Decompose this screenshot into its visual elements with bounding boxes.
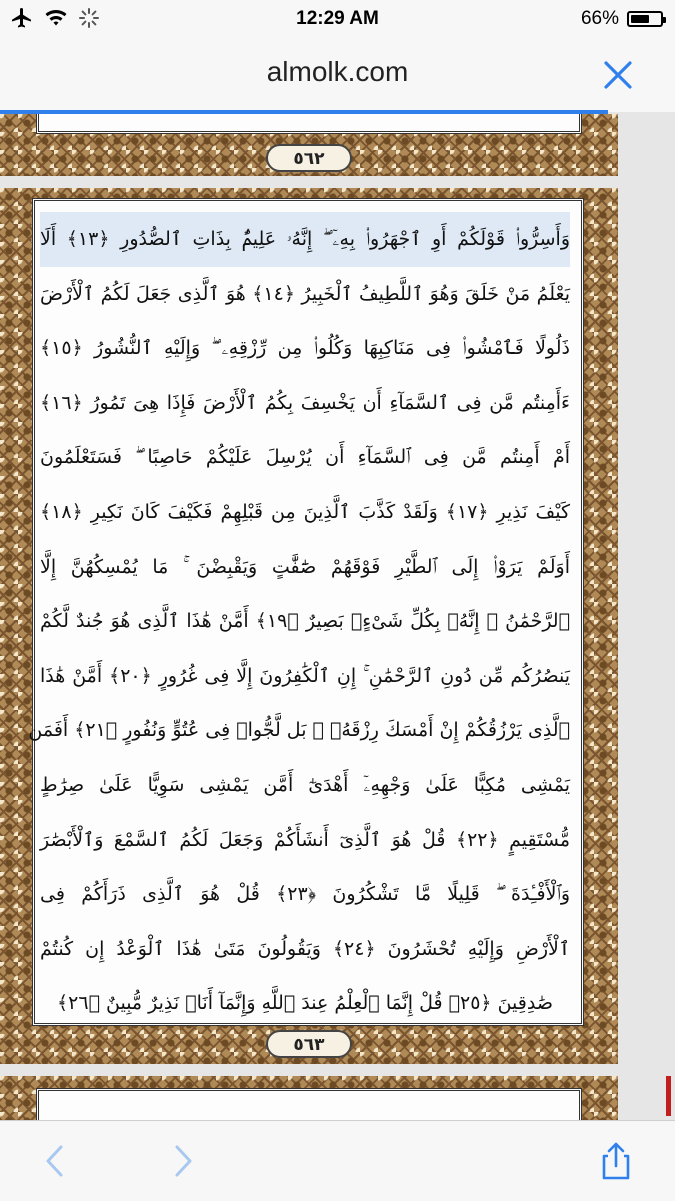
quran-line: وَٱلْأَفْـِٔدَةَ ۖ قَلِيلًا مَّا تَشْكُرُونَ ﴿٢٣﴾ قُلْ هُوَ ٱلَّذِى ذَرَأَكُمْ فِى [40, 883, 570, 906]
quran-line: صَٰدِقِينَ ﴿٢٥﴾ قُلْ إِنَّمَا ٱلْعِلْمُ عِندَ ٱللَّهِ وَإِنَّمَآ أَنَا۠ نَذِيرٌ مُّبِينٌ ﴿٢٦﴾ [57, 992, 553, 1015]
quran-line: أَمْ أَمِنتُم مَّن فِى ٱلسَّمَآءِ أَن يُرْسِلَ عَلَيْكُمْ حَاصِبًا ۖ فَسَتَعْلَمُونَ [40, 446, 570, 469]
quran-line: مُّسْتَقِيمٍ ﴿٢٢﴾ قُلْ هُوَ ٱلَّذِىٓ أَنشَأَكُمْ وَجَعَلَ لَكُمُ ٱلسَّمْعَ وَٱلْأَبْصَٰرَ [40, 828, 570, 851]
quran-line: يَمْشِى مُكِبًّا عَلَىٰ وَجْهِهِۦٓ أَهْدَىٰٓ أَمَّن يَمْشِى سَوِيًّا عَلَىٰ صِرَٰطٍ [40, 773, 570, 796]
browser-url-bar [0, 38, 675, 112]
status-time: 12:29 AM [296, 8, 379, 29]
battery-level-fill [631, 15, 649, 23]
quran-text [28, 212, 570, 1031]
scroll-indicator[interactable] [666, 1076, 671, 1116]
url-display[interactable]: almolk.com [266, 56, 409, 87]
page-inner-frame [36, 114, 582, 134]
web-content[interactable] [0, 114, 675, 1120]
quran-line: أَوَلَمْ يَرَوْا۟ إِلَى ٱلطَّيْرِ فَوْقَهُمْ صَٰٓفَّٰتٍ وَيَقْبِضْنَ ۚ مَا يُمْسِكُهُنَّ إِلَّا [40, 555, 570, 578]
battery-percent: 66% [580, 8, 619, 29]
quran-line: ٱلْأَرْضِ وَإِلَيْهِ تُحْشَرُونَ ﴿٢٤﴾ وَيَقُولُونَ مَتَىٰ هَٰذَا ٱلْوَعْدُ إِن كُنتُمْ [40, 937, 570, 960]
quran-line: يَنصُرُكُم مِّن دُونِ ٱلرَّحْمَٰنِ ۚ إِنِ ٱلْكَٰفِرُونَ إِلَّا فِى غُرُورٍ ﴿٢٠﴾ أَمَّنْ هَٰذَا [40, 664, 570, 687]
close-icon[interactable] [601, 58, 635, 92]
quran-line: ٱلَّذِى يَرْزُقُكُمْ إِنْ أَمْسَكَ رِزْقَهُۥ ۚ بَل لَّجُّوا۟ فِى عُتُوٍّ وَنُفُورٍ ﴿٢١﴾ أَفَمَن [28, 719, 570, 742]
quran-line: ءَأَمِنتُم مَّن فِى ٱلسَّمَآءِ أَن يَخْسِفَ بِكُمُ ٱلْأَرْضَ فَإِذَا هِىَ تَمُورُ ﴿١٦﴾ [40, 391, 570, 414]
share-icon[interactable] [596, 1141, 636, 1181]
quran-line: وَأَسِرُّوا۟ قَوْلَكُمْ أَوِ ٱجْهَرُوا۟ بِهِۦٓ ۖ إِنَّهُۥ عَلِيمٌۢ بِذَاتِ ٱلصُّدُورِ ﴿١٣﴾ أَلَا [40, 212, 570, 267]
browser-toolbar [0, 1120, 675, 1201]
chevron-right-icon[interactable] [162, 1141, 202, 1181]
page-number-563: ٥٦٣ [266, 1030, 352, 1058]
quran-line: كَيْفَ نَذِيرِ ﴿١٧﴾ وَلَقَدْ كَذَّبَ ٱلَّذِينَ مِن قَبْلِهِمْ فَكَيْفَ كَانَ نَكِيرِ ﴿١٨﴾ [40, 500, 570, 523]
quran-line: ذَلُولًا فَٱمْشُوا۟ فِى مَنَاكِبِهَا وَكُلُوا۟ مِن رِّزْقِهِۦ ۖ وَإِلَيْهِ ٱلنُّشُورُ ﴿١٥﴾ [40, 337, 570, 360]
previous-page [0, 114, 618, 176]
next-page [0, 1076, 618, 1120]
status-bar [0, 0, 675, 38]
page-number-562: ٥٦٢ [266, 144, 352, 172]
chevron-left-icon[interactable] [36, 1141, 76, 1181]
quran-line: ٱلرَّحْمَٰنُ ۚ إِنَّهُۥ بِكُلِّ شَىْءٍۭ بَصِيرٌ ﴿١٩﴾ أَمَّنْ هَٰذَا ٱلَّذِى هُوَ جُندٌ لَّكُمْ [40, 610, 570, 633]
status-right [581, 8, 663, 30]
battery-icon [627, 11, 663, 27]
quran-line: يَعْلَمُ مَنْ خَلَقَ وَهُوَ ٱللَّطِيفُ ٱلْخَبِيرُ ﴿١٤﴾ هُوَ ٱلَّذِى جَعَلَ لَكُمُ ٱلْأَرْضَ [40, 282, 570, 305]
